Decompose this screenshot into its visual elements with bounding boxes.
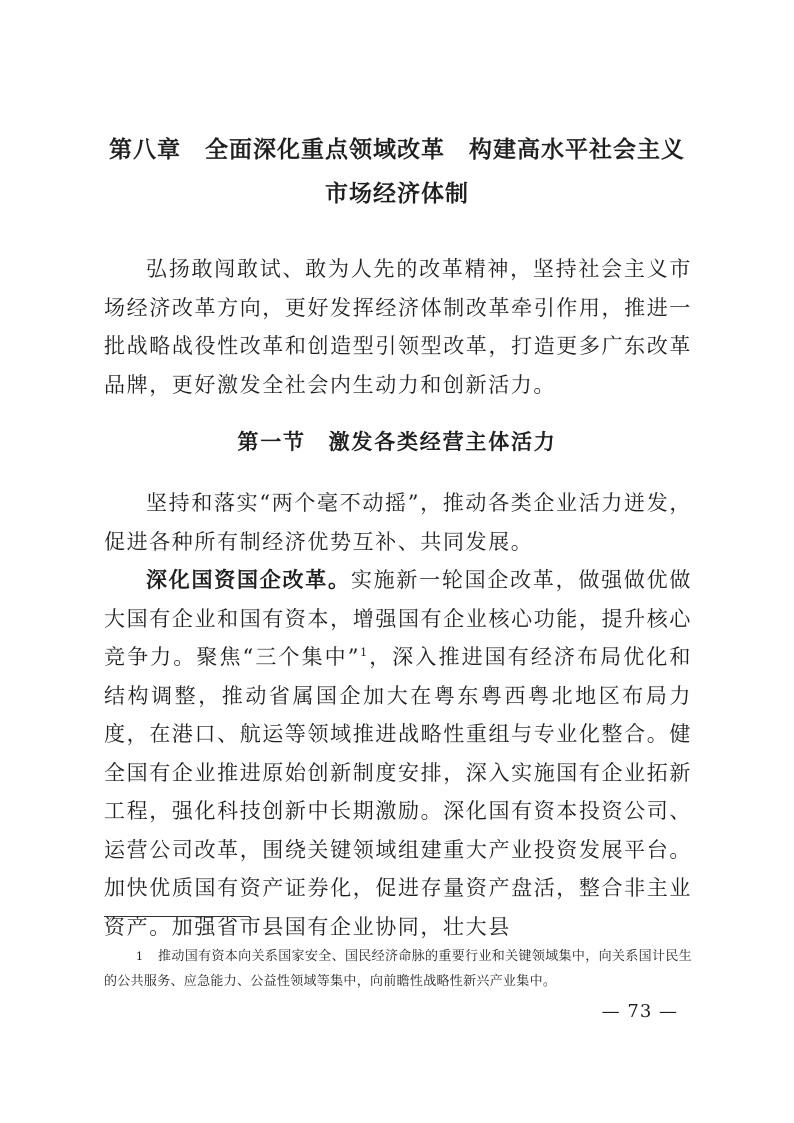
footnote bbox=[104, 944, 692, 994]
footnote-reference-mark: 1 bbox=[360, 646, 369, 659]
soe-reform-lead: 深化国资国企改革。 bbox=[146, 567, 351, 592]
section-title: 第一节 激发各类经营主体活力 bbox=[237, 429, 557, 454]
footnote-mark: 1 bbox=[136, 950, 144, 963]
section-intro-paragraph: 坚持和落实“两个毫不动摇”，推动各类企业活力迸发，促进各种所有制经济优势互补、共同发展。 bbox=[104, 491, 692, 554]
soe-reform-text-part-2: ，深入推进国有经济布局优化和结构调整，推动省属国企加大在粤东粤西粤北地区布局力度，在港口、航运等领域推进战略性重组与专业化整合。健全国有企业推进原始创新制度安排，深入实施国有企业拓新工程，强化科技创新中长期激励。深化国有资本投资公司、运营公司改革，围绕关键领域组建重大产业投资发展平台。加快优质国有资产证券化，促进存量资产盘活，整合非主业资产。加强省市县国有企业协同，壮大县 bbox=[104, 645, 692, 939]
chapter-title-line-2: 市场经济体制 bbox=[325, 180, 469, 207]
footnote-divider bbox=[104, 916, 250, 917]
soe-reform-text-part-1: 实施新一轮国企改革，做强做优做大国有企业和国有资本，增强国有企业核心功能，提升核心竞争力。聚焦“三个集中” bbox=[104, 568, 692, 669]
chapter-intro-paragraph: 弘扬敢闯敢试、敢为人先的改革精神，坚持社会主义市场经济改革方向，更好发挥经济体制改革牵引作用，推进一批战略战役性改革和创造型引领型改革，打造更多广东改革品牌，更好激发全社会内生动力和创新活力。 bbox=[104, 257, 692, 397]
chapter-title bbox=[0, 128, 794, 216]
chapter-title-line-1: 第八章 全面深化重点领域改革 构建高水平社会主义 bbox=[109, 136, 685, 163]
footnote-text: 推动国有资本向关系国家安全、国民经济命脉的重要行业和关键领域集中，向关系国计民生的公共服务、应急能力、公益性领域等集中，向前瞻性战略性新兴产业集中。 bbox=[104, 949, 692, 989]
soe-reform-paragraph bbox=[104, 561, 692, 946]
page-number: — 73 — bbox=[601, 1001, 678, 1022]
